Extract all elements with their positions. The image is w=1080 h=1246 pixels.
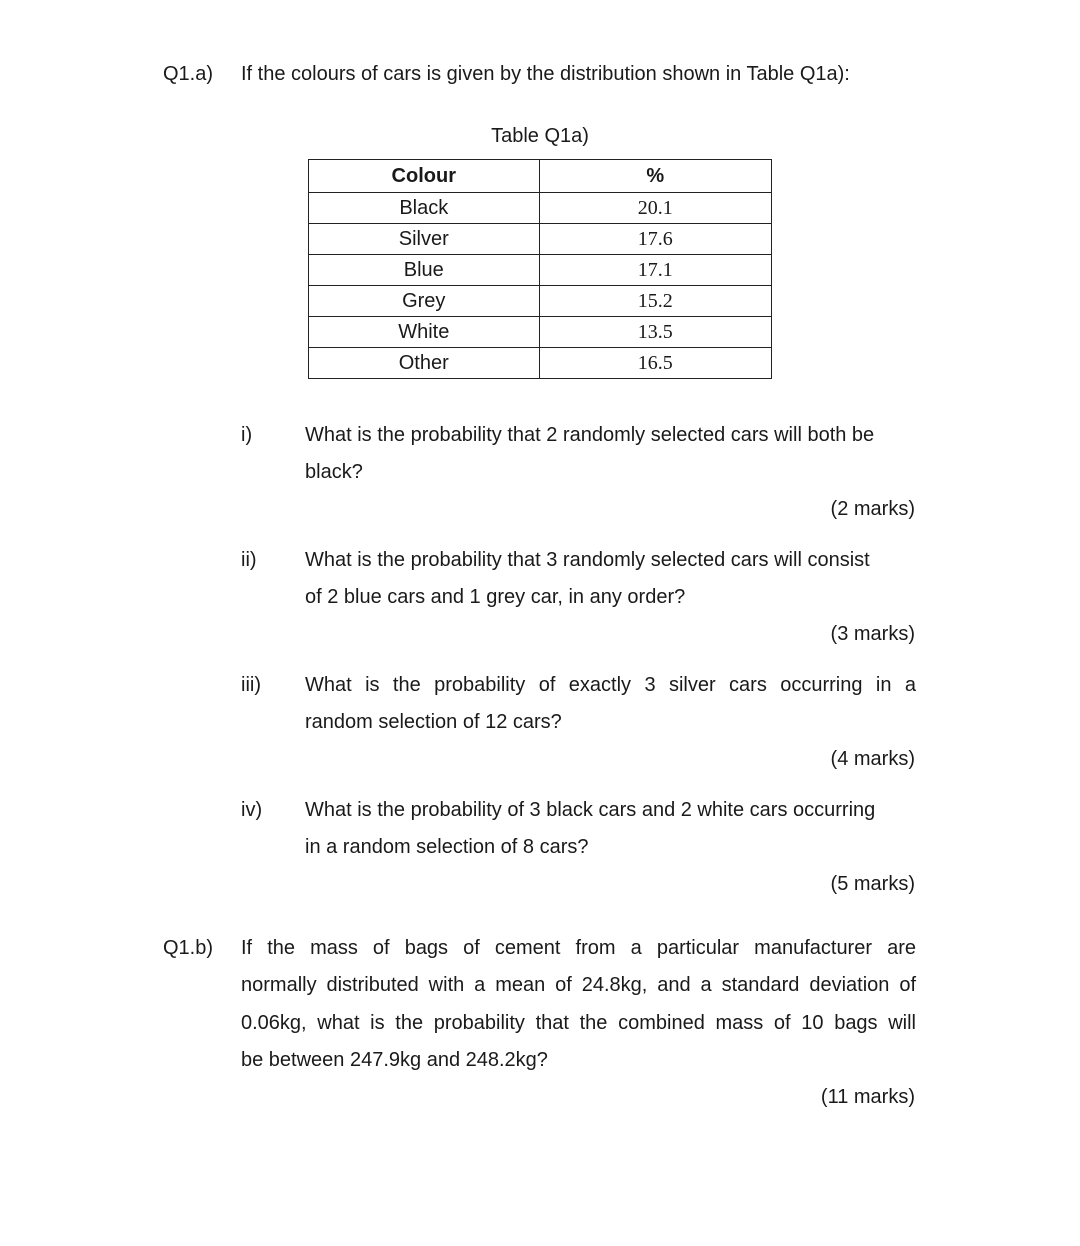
part-ii-number: ii) xyxy=(241,549,257,571)
part-iv-number: iv) xyxy=(241,799,263,821)
colour-distribution-table xyxy=(308,159,772,379)
q1b-label: Q1.b) xyxy=(163,937,214,959)
part-iv-line1: What is the probability of 3 black cars and 2 white cars occurring xyxy=(305,799,876,821)
table-row xyxy=(309,317,772,348)
q1b-line4: be between 247.9kg and 248.2kg? xyxy=(241,1049,548,1071)
percent-cell: 13.5 xyxy=(539,317,771,348)
colour-cell: Other xyxy=(309,348,540,379)
percent-cell: 17.6 xyxy=(539,224,771,255)
part-ii-line1: What is the probability that 3 randomly selected cars will consist xyxy=(305,549,870,571)
percent-column-header: % xyxy=(539,160,771,193)
table-row xyxy=(309,348,772,379)
part-ii-line2: of 2 blue cars and 1 grey car, in any order? xyxy=(305,586,686,608)
part-iv-marks: (5 marks) xyxy=(830,873,915,895)
part-iv-line2: in a random selection of 8 cars? xyxy=(305,836,589,858)
part-iii-number: iii) xyxy=(241,674,261,696)
q1b-marks: (11 marks) xyxy=(820,1086,915,1108)
colour-cell: Silver xyxy=(309,224,540,255)
table-row xyxy=(309,286,772,317)
colour-cell: Blue xyxy=(309,255,540,286)
part-iii-line2: random selection of 12 cars? xyxy=(305,711,562,733)
q1b-line3: 0.06kg, what is the probability that the combined mass of 10 bags will xyxy=(241,1012,916,1034)
part-i-line2: black? xyxy=(305,461,363,483)
colour-cell: Grey xyxy=(309,286,540,317)
table-header-row xyxy=(309,160,772,193)
q1b-line2: normally distributed with a mean of 24.8kg, and a standard deviation of xyxy=(241,974,916,996)
table-row xyxy=(309,193,772,224)
colour-column-header: Colour xyxy=(309,160,540,193)
colour-cell: White xyxy=(309,317,540,348)
part-i-marks: (2 marks) xyxy=(830,498,915,520)
part-ii-marks: (3 marks) xyxy=(830,623,915,645)
part-iii-marks: (4 marks) xyxy=(830,748,915,770)
q1a-intro: If the colours of cars is given by the distribution shown in Table Q1a): xyxy=(241,63,850,85)
percent-cell: 20.1 xyxy=(539,193,771,224)
percent-cell: 15.2 xyxy=(539,286,771,317)
colour-cell: Black xyxy=(309,193,540,224)
table-row xyxy=(309,255,772,286)
table-row xyxy=(309,224,772,255)
part-iii-line1: What is the probability of exactly 3 silver cars occurring in a xyxy=(305,674,916,696)
q1a-label: Q1.a) xyxy=(163,63,214,85)
percent-cell: 17.1 xyxy=(539,255,771,286)
table-caption: Table Q1a) xyxy=(491,125,589,147)
q1b-line1: If the mass of bags of cement from a particular manufacturer are xyxy=(241,937,916,959)
percent-cell: 16.5 xyxy=(539,348,771,379)
part-i-number: i) xyxy=(241,424,253,446)
part-i-line1: What is the probability that 2 randomly selected cars will both be xyxy=(305,424,875,446)
